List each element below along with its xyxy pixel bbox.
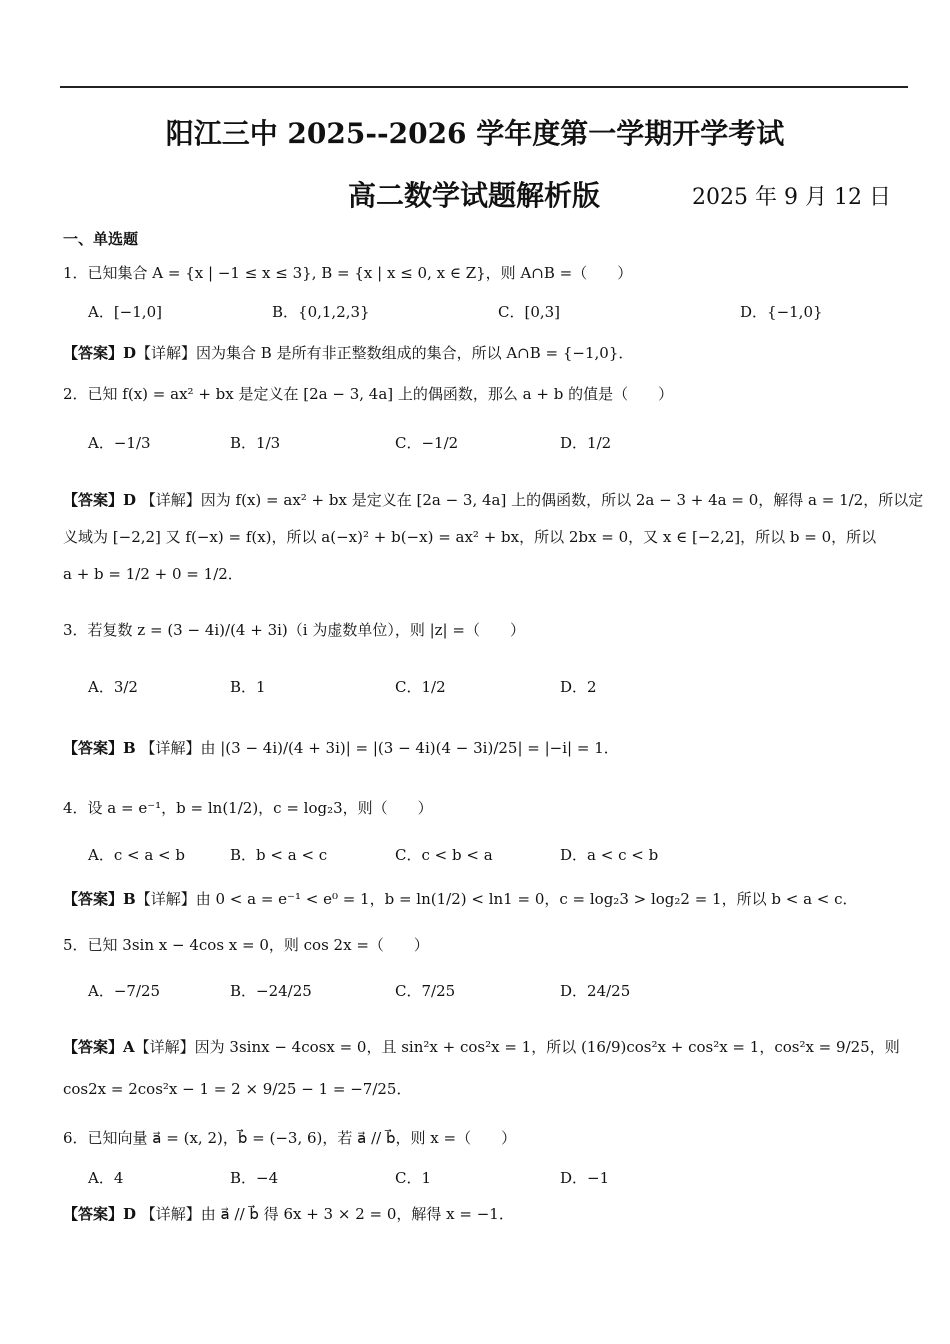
question-4-option-b: B．b < a < c xyxy=(230,846,328,864)
answer-key-label: 【答案】B xyxy=(63,739,136,757)
question-1-option-a: A．[−1,0] xyxy=(88,303,162,321)
question-6-option-b: B．−4 xyxy=(230,1169,279,1187)
question-6-answer: 【答案】D 【详解】由 a⃗ // b⃗ 得 6x + 3 × 2 = 0，解得 x = −1． xyxy=(63,1205,514,1223)
answer-key-label: 【答案】D xyxy=(63,491,137,509)
header-rule xyxy=(60,86,908,88)
answer-key-label: 【答案】B xyxy=(63,890,136,908)
question-3-option-c: C．1/2 xyxy=(395,678,446,696)
question-3-option-a: A．3/2 xyxy=(88,678,138,696)
answer-key-label: 【答案】D xyxy=(63,1205,137,1223)
answer-key-label: 【答案】D xyxy=(63,344,137,362)
question-3-stem: 3．若复数 z = (3 − 4i)/(4 + 3i)（i 为虚数单位），则 |z| =（ ） xyxy=(63,621,525,639)
question-2-option-b: B．1/3 xyxy=(230,434,281,452)
question-5-option-c: C．7/25 xyxy=(395,982,456,1000)
question-6-option-a: A．4 xyxy=(88,1169,124,1187)
question-4-option-a: A．c < a < b xyxy=(88,846,185,864)
question-2-answer-line-1: 【答案】D 【详解】因为 f(x) = ax² + bx 是定义在 [2a − 3, 4a] 上的偶函数，所以 2a − 3 + 4a = 0，解得 a = 1/2，所以定 xyxy=(63,491,924,509)
answer-key-label: 【答案】A xyxy=(63,1038,135,1056)
exam-title: 阳江三中 2025--2026 学年度第一学期开学考试 xyxy=(165,117,785,150)
question-3-option-b: B．1 xyxy=(230,678,266,696)
question-2-option-d: D．1/2 xyxy=(560,434,612,452)
question-2-answer-line-2: 义域为 [−2,2] 又 f(−x) = f(x)，所以 a(−x)² + b(−x) = ax² + bx，所以 2bx = 0，又 x ∈ [−2,2]，所以 b = 0，所以 xyxy=(63,528,877,546)
question-4-answer: 【答案】B【详解】由 0 < a = e⁻¹ < e⁰ = 1，b = ln(1/2) < ln1 = 0，c = log₂3 > log₂2 = 1，所以 b < a < c． xyxy=(63,890,858,908)
question-6-stem: 6．已知向量 a⃗ = (x, 2)，b⃗ = (−3, 6)，若 a⃗ // b⃗，则 x =（ ） xyxy=(63,1129,517,1147)
exam-subtitle: 高二数学试题解析版 xyxy=(348,179,601,212)
question-5-answer-line-2: cos2x = 2cos²x − 1 = 2 × 9/25 − 1 = −7/25． xyxy=(63,1080,412,1098)
question-3-option-d: D．2 xyxy=(560,678,597,696)
exam-date: 2025 年 9 月 12 日 xyxy=(692,185,891,210)
question-2-option-c: C．−1/2 xyxy=(395,434,459,452)
question-6-option-d: D．−1 xyxy=(560,1169,610,1187)
question-2-option-a: A．−1/3 xyxy=(88,434,151,452)
question-4-option-c: C．c < b < a xyxy=(395,846,493,864)
question-4-stem: 4．设 a = e⁻¹，b = ln(1/2)，c = log₂3，则（ ） xyxy=(63,799,433,817)
question-6-option-c: C．1 xyxy=(395,1169,432,1187)
question-1-option-d: D．{−1,0} xyxy=(740,303,823,321)
question-5-stem: 5．已知 3sin x − 4cos x = 0，则 cos 2x =（ ） xyxy=(63,936,429,954)
question-5-option-b: B．−24/25 xyxy=(230,982,312,1000)
question-4-option-d: D．a < c < b xyxy=(560,846,659,864)
question-2-answer-line-3: a + b = 1/2 + 0 = 1/2． xyxy=(63,565,243,583)
question-1-option-c: C．[0,3] xyxy=(498,303,561,321)
question-5-answer-line-1: 【答案】A【详解】因为 3sinx − 4cosx = 0，且 sin²x + cos²x = 1，所以 (16/9)cos²x + cos²x = 1，cos²x = 9/25，则 xyxy=(63,1038,900,1056)
question-1-stem: 1．已知集合 A = {x | −1 ≤ x ≤ 3}, B = {x | x ≤ 0, x ∈ Z}，则 A∩B =（ ） xyxy=(63,264,633,282)
question-5-option-d: D．24/25 xyxy=(560,982,631,1000)
question-2-stem: 2．已知 f(x) = ax² + bx 是定义在 [2a − 3, 4a] 上的偶函数，那么 a + b 的值是（ ） xyxy=(63,385,674,403)
question-1-answer: 【答案】D【详解】因为集合 B 是所有非正整数组成的集合，所以 A∩B = {−1,0}． xyxy=(63,344,634,362)
question-1-option-b: B．{0,1,2,3} xyxy=(272,303,370,321)
question-5-option-a: A．−7/25 xyxy=(88,982,161,1000)
question-3-answer: 【答案】B 【详解】由 |(3 − 4i)/(4 + 3i)| = |(3 − 4i)(4 − 3i)/25| = |−i| = 1． xyxy=(63,739,619,757)
section-heading: 一、单选题 xyxy=(63,230,139,248)
